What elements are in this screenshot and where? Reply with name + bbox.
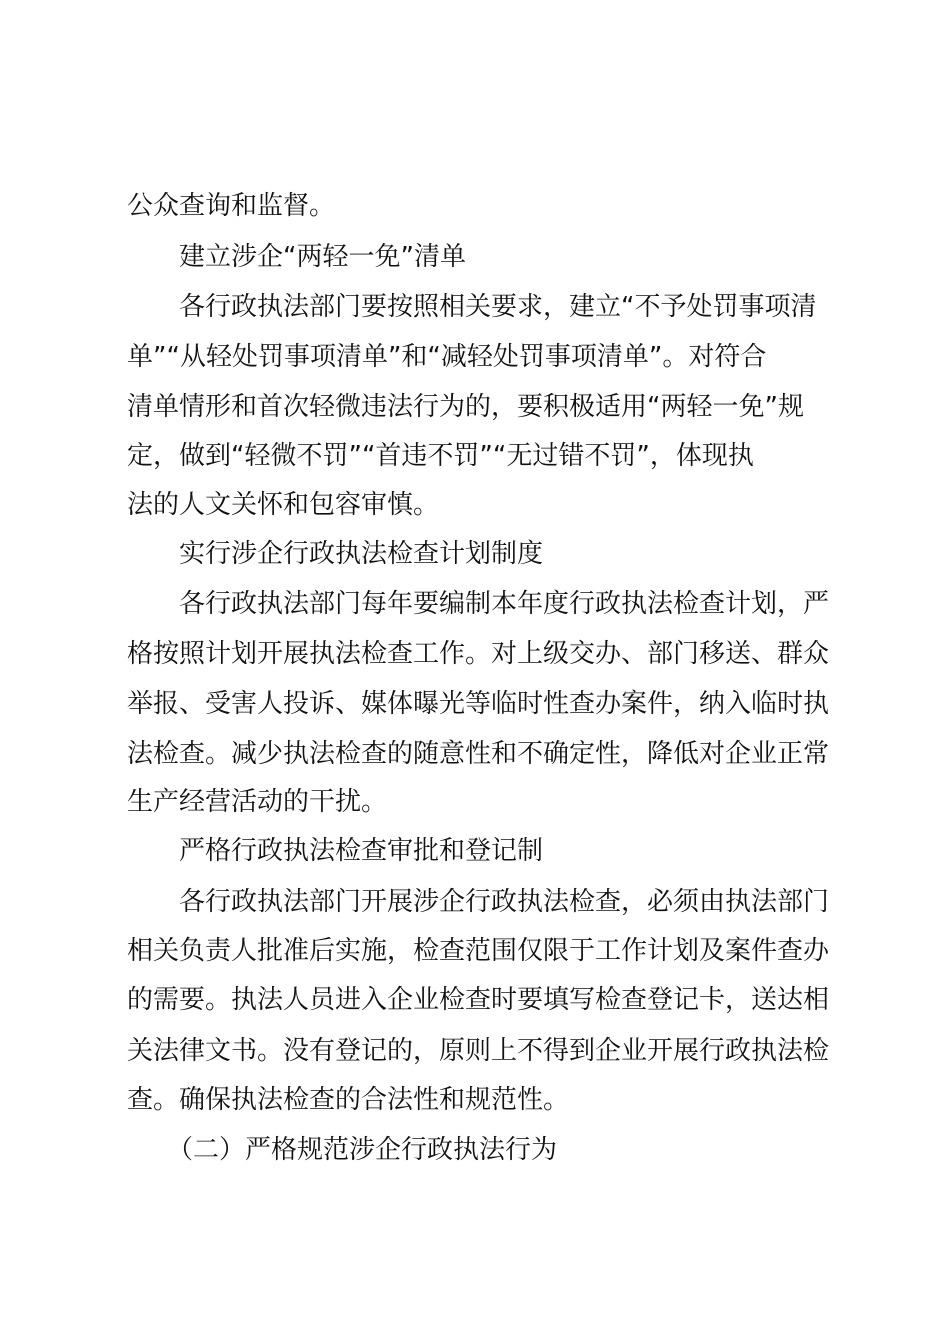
paragraph-line: 法的人文关怀和包容审慎。 bbox=[127, 490, 440, 520]
paragraph-line: 法检查。减少执法检查的随意性和不确定性，降低对企业正常 bbox=[127, 739, 830, 769]
paragraph-line: 格按照计划开展执法检查工作。对上级交办、部门移送、群众 bbox=[127, 639, 830, 669]
section-heading: 实行涉企行政执法检查计划制度 bbox=[179, 539, 544, 569]
paragraph-line: 关法律文书。没有登记的，原则上不得到企业开展行政执法检 bbox=[127, 1036, 830, 1066]
paragraph-line: 各行政执法部门要按照相关要求，建立“不予处罚事项清 bbox=[179, 292, 817, 322]
paragraph-line: 各行政执法部门开展涉企行政执法检查，必须由执法部门 bbox=[179, 887, 830, 917]
paragraph-line: 单”“从轻处罚事项清单”和“减轻处罚事项清单”。对符合 bbox=[127, 342, 767, 372]
paragraph-line: 相关负责人批准后实施，检查范围仅限于工作计划及案件查办 bbox=[127, 936, 830, 966]
section-heading: 建立涉企“两轻一免”清单 bbox=[179, 242, 466, 272]
paragraph-line: 查。确保执法检查的合法性和规范性。 bbox=[127, 1085, 570, 1115]
section-heading: （二）严格规范涉企行政执法行为 bbox=[167, 1135, 558, 1165]
section-heading: 严格行政执法检查审批和登记制 bbox=[179, 836, 544, 866]
paragraph-line: 举报、受害人投诉、媒体曝光等临时性查办案件，纳入临时执 bbox=[127, 689, 830, 719]
paragraph-line: 公众查询和监督。 bbox=[127, 191, 336, 221]
paragraph-line: 清单情形和首次轻微违法行为的，要积极适用“两轻一免”规 bbox=[127, 392, 804, 422]
paragraph-line: 定，做到“轻微不罚”“首违不罚”“无过错不罚”，体现执 bbox=[127, 441, 754, 471]
paragraph-line: 生产经营活动的干扰。 bbox=[127, 787, 388, 817]
paragraph-line: 的需要。执法人员进入企业检查时要填写检查登记卡，送达相 bbox=[127, 985, 830, 1015]
paragraph-line: 各行政执法部门每年要编制本年度行政执法检查计划，严 bbox=[179, 589, 830, 619]
